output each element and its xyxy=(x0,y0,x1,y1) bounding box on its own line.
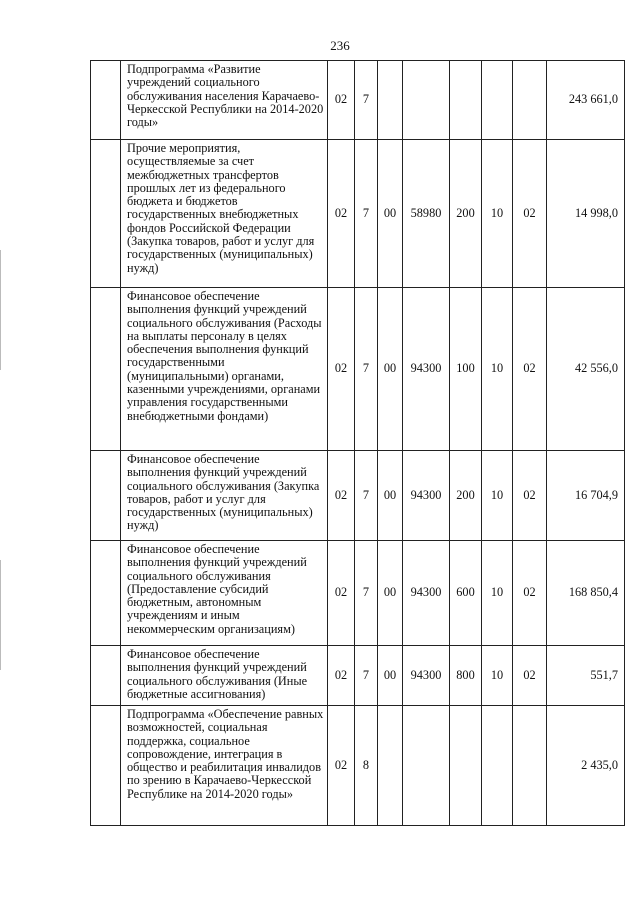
code-subprogram: 00 xyxy=(378,140,403,288)
code-subprogram xyxy=(378,706,403,826)
row-name: Финансовое обеспечение выполнения функций учреждений социального обслуживания (Закупка товаров, работ и услуг для государственных (муниципальных) нужд) xyxy=(121,451,328,541)
code-subsection xyxy=(513,706,547,826)
code-section: 10 xyxy=(482,451,513,541)
code-subprogram: 00 xyxy=(378,288,403,451)
code-program: 7 xyxy=(355,140,378,288)
code-section: 10 xyxy=(482,646,513,706)
code-program: 7 xyxy=(355,451,378,541)
table-cell-blank xyxy=(91,140,121,288)
amount: 42 556,0 xyxy=(547,288,625,451)
code-expense-type xyxy=(450,61,482,140)
code-expense-type: 600 xyxy=(450,541,482,646)
table-cell-blank xyxy=(91,541,121,646)
amount: 16 704,9 xyxy=(547,451,625,541)
table-cell-blank xyxy=(91,706,121,826)
row-name: Финансовое обеспечение выполнения функций учреждений социального обслуживания (Расходы на выплаты персоналу в целях обеспечения выполнения функций государственными (муниципальными) органами, казенными учреждениями, органами управления государственными внебюджетными фондами) xyxy=(121,288,328,451)
code-subprogram: 00 xyxy=(378,646,403,706)
code-direction: 94300 xyxy=(403,541,450,646)
code-subsection: 02 xyxy=(513,288,547,451)
code-admin: 02 xyxy=(328,288,355,451)
code-program: 7 xyxy=(355,541,378,646)
row-name: Финансовое обеспечение выполнения функций учреждений социального обслуживания (Предоставление субсидий бюджетным, автономным учреждениям и иным некоммерческим организациям) xyxy=(121,541,328,646)
row-name: Прочие мероприятия, осуществляемые за счет межбюджетных трансфертов прошлых лет из федерального бюджета и бюджетов государственных внебюджетных фондов Российской Федерации (Закупка товаров, работ и услуг для государственных (муниципальных) нужд) xyxy=(121,140,328,288)
code-subsection: 02 xyxy=(513,541,547,646)
code-program: 7 xyxy=(355,288,378,451)
budget-table xyxy=(90,60,625,826)
table-row xyxy=(91,140,625,288)
code-admin: 02 xyxy=(328,140,355,288)
code-expense-type: 200 xyxy=(450,140,482,288)
amount: 551,7 xyxy=(547,646,625,706)
table-row xyxy=(91,646,625,706)
code-admin: 02 xyxy=(328,646,355,706)
code-program: 7 xyxy=(355,61,378,140)
code-expense-type: 200 xyxy=(450,451,482,541)
code-direction xyxy=(403,61,450,140)
code-subprogram xyxy=(378,61,403,140)
code-admin: 02 xyxy=(328,706,355,826)
code-section: 10 xyxy=(482,541,513,646)
amount: 14 998,0 xyxy=(547,140,625,288)
code-expense-type xyxy=(450,706,482,826)
code-direction: 58980 xyxy=(403,140,450,288)
code-subsection: 02 xyxy=(513,140,547,288)
table-row xyxy=(91,541,625,646)
code-program: 7 xyxy=(355,646,378,706)
code-section xyxy=(482,61,513,140)
code-subprogram: 00 xyxy=(378,451,403,541)
margin-mark xyxy=(0,250,1,370)
table-cell-blank xyxy=(91,288,121,451)
table-row xyxy=(91,288,625,451)
amount: 243 661,0 xyxy=(547,61,625,140)
code-admin: 02 xyxy=(328,541,355,646)
code-subprogram: 00 xyxy=(378,541,403,646)
code-admin: 02 xyxy=(328,451,355,541)
code-program: 8 xyxy=(355,706,378,826)
code-expense-type: 800 xyxy=(450,646,482,706)
page-number: 236 xyxy=(330,38,350,53)
code-subsection: 02 xyxy=(513,451,547,541)
table-row xyxy=(91,706,625,826)
table-cell-blank xyxy=(91,61,121,140)
code-direction: 94300 xyxy=(403,451,450,541)
code-subsection: 02 xyxy=(513,646,547,706)
amount: 168 850,4 xyxy=(547,541,625,646)
code-subsection xyxy=(513,61,547,140)
row-name: Подпрограмма «Развитие учреждений социального обслуживания населения Карачаево-Черкесской Республики на 2014-2020 годы» xyxy=(121,61,328,140)
code-expense-type: 100 xyxy=(450,288,482,451)
code-section: 10 xyxy=(482,288,513,451)
margin-mark xyxy=(0,560,1,670)
amount: 2 435,0 xyxy=(547,706,625,826)
code-section xyxy=(482,706,513,826)
row-name: Подпрограмма «Обеспечение равных возможностей, социальная поддержка, социальное сопровождение, интеграция в общество и реабилитация инвалидов по зрению в Карачаево-Черкесской Республике на 2014-2020 годы» xyxy=(121,706,328,826)
code-admin: 02 xyxy=(328,61,355,140)
table-row xyxy=(91,451,625,541)
table-cell-blank xyxy=(91,451,121,541)
code-direction: 94300 xyxy=(403,646,450,706)
code-section: 10 xyxy=(482,140,513,288)
code-direction xyxy=(403,706,450,826)
table-row xyxy=(91,61,625,140)
table-cell-blank xyxy=(91,646,121,706)
row-name: Финансовое обеспечение выполнения функций учреждений социального обслуживания (Иные бюджетные ассигнования) xyxy=(121,646,328,706)
code-direction: 94300 xyxy=(403,288,450,451)
